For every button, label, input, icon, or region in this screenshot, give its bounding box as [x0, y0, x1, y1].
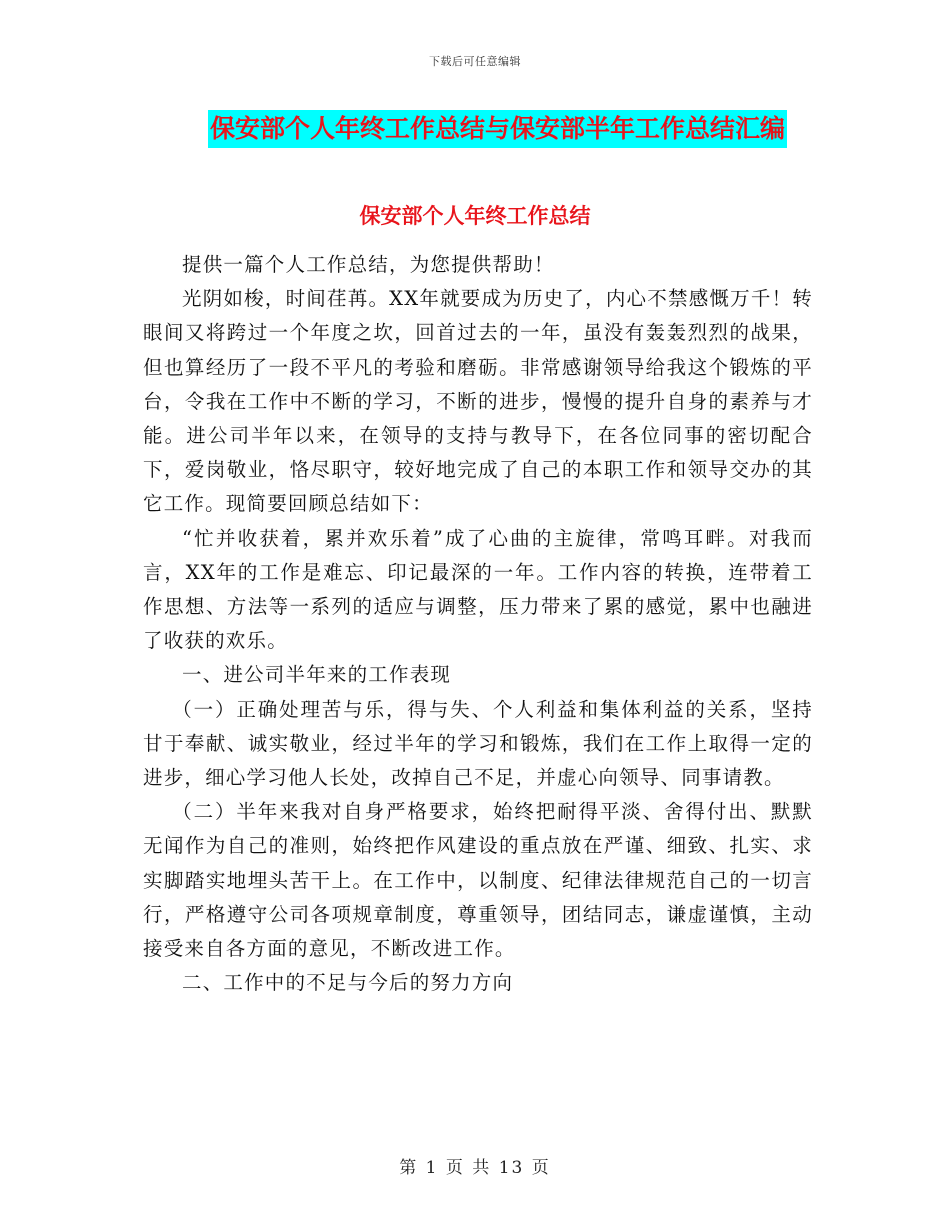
- paragraph-motto: “忙并收获着，累并欢乐着”成了心曲的主旋律，常鸣耳畔。对我而言，XX年的工作是难忘、印记最深的一年。工作内容的转换，连带着工作思想、方法等一系列的适应与调整，压力带来了累的感觉，累中也融进了收获的欢乐。: [143, 526, 813, 653]
- section-title: 保安部个人年终工作总结: [359, 203, 591, 228]
- main-title-container: [0, 110, 950, 148]
- paragraph-intro: 提供一篇个人工作总结，为您提供帮助！: [182, 253, 555, 276]
- heading-work-performance: 一、进公司半年来的工作表现: [182, 663, 452, 687]
- paragraph-opening: 光阴如梭，时间荏苒。XX年就要成为历史了，内心不禁感慨万千！转眼间又将跨过一个年度之坎，回首过去的一年，虽没有轰轰烈烈的战果，但也算经历了一段不平凡的考验和磨砺。非常感谢领导给我这个锻炼的平台，令我在工作中不断的学习，不断的进步，慢慢的提升自身的素养与才能。进公司半年以来，在领导的支持与教导下，在各位同事的密切配合下，爱岗敬业，恪尽职守，较好地完成了自己的本职工作和领导交办的其它工作。现简要回顾总结如下：: [143, 287, 813, 516]
- page-number-footer: 第 1 页 共 13 页: [399, 1158, 551, 1178]
- main-title: 保安部个人年终工作总结与保安部半年工作总结汇编: [208, 110, 787, 148]
- heading-shortcomings: 二、工作中的不足与今后的努力方向: [182, 971, 514, 995]
- paragraph-point-one: （一）正确处理苦与乐，得与失、个人利益和集体利益的关系，坚持甘于奉献、诚实敬业，经过半年的学习和锻炼，我们在工作上取得一定的进步，细心学习他人长处，改掉自己不足，并虚心向领导、同事请教。: [143, 697, 813, 790]
- document-body: [143, 248, 813, 1000]
- paragraph-point-two: （二）半年来我对自身严格要求，始终把耐得平淡、舍得付出、默默无闻作为自己的准则，始终把作风建设的重点放在严谨、细致、扎实、求实脚踏实地埋头苦干上。在工作中，以制度、纪律法律规范自己的一切言行，严格遵守公司各项规章制度，尊重领导，团结同志，谦虚谨慎，主动接受来自各方面的意见，不断改进工作。: [143, 800, 813, 961]
- header-note: 下载后可任意编辑: [429, 55, 521, 68]
